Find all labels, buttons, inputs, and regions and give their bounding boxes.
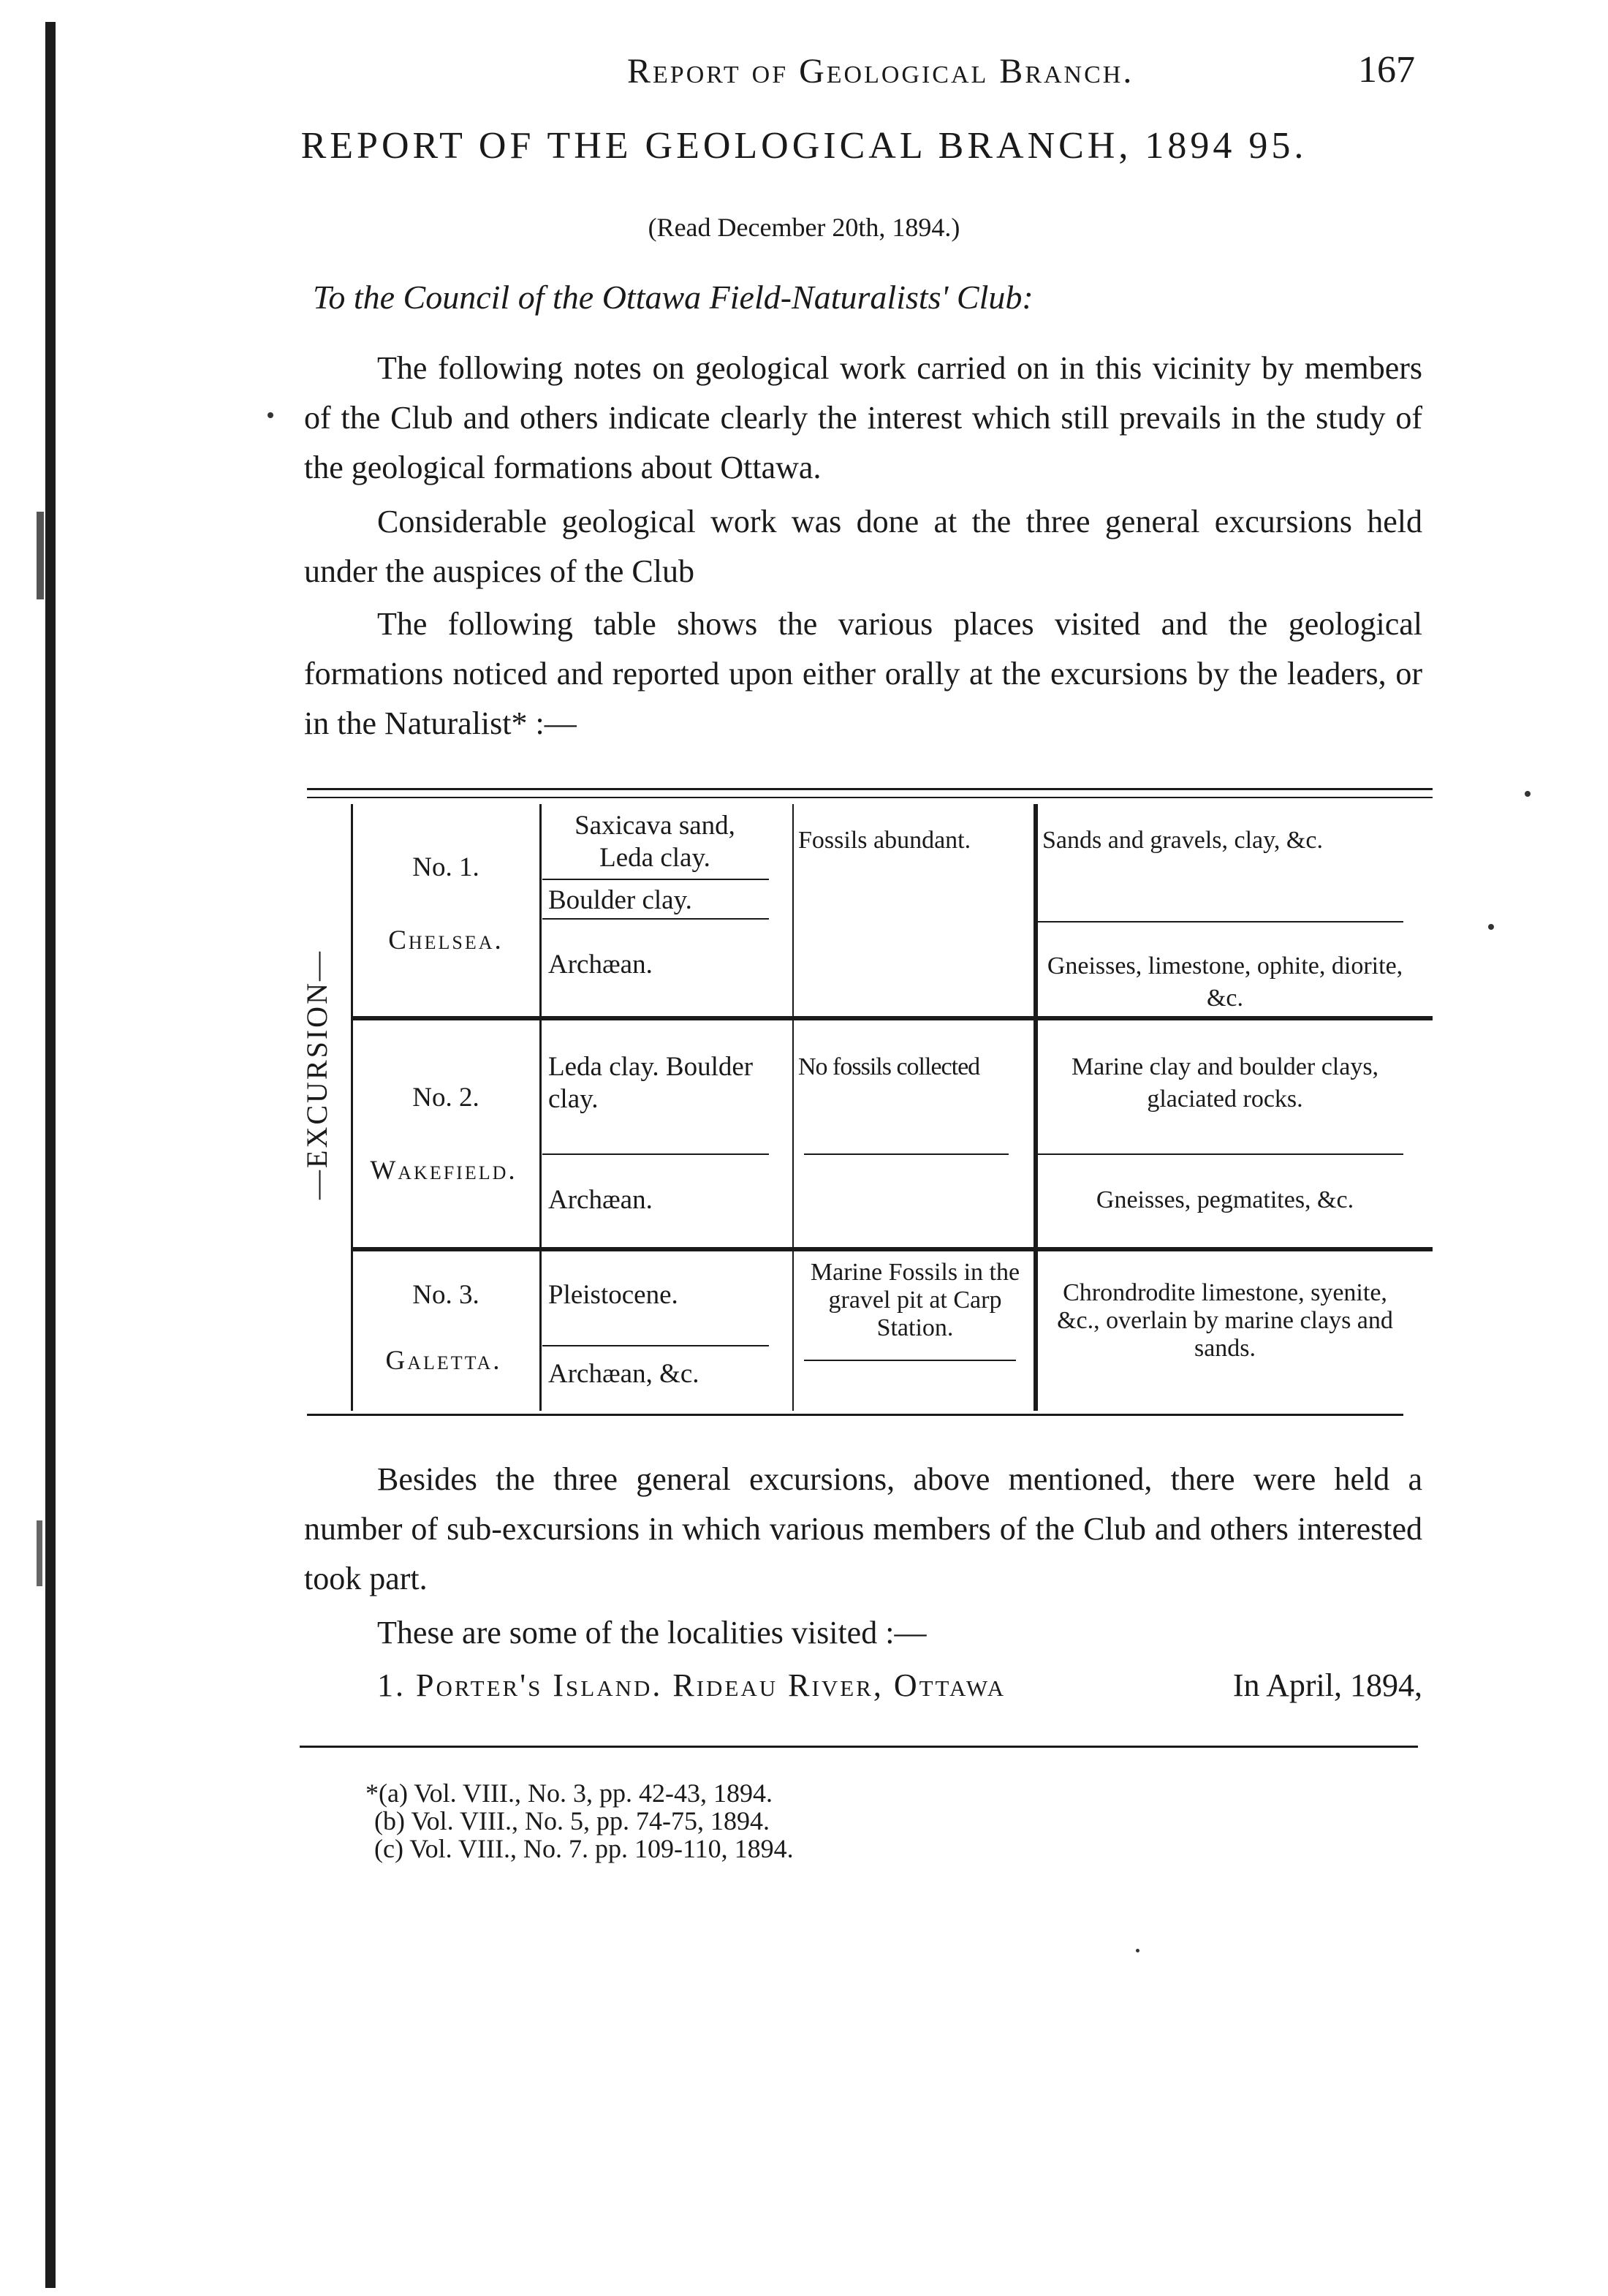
excursion-number: No. 1.	[412, 852, 479, 882]
formation: Pleistocene.	[548, 1280, 678, 1310]
inner-rule	[804, 1360, 1016, 1361]
formation: Archæan, &c.	[548, 1359, 699, 1389]
table-top-rule	[307, 797, 1433, 798]
paragraph: The following notes on geological work carried on in this vicinity by members of the Club and others indicate clearly the interest which still prevails in the study of the geological formations about Ottawa.	[304, 350, 1422, 485]
column-rule	[351, 804, 353, 1411]
formation: Archæan.	[548, 950, 653, 980]
binding-mark	[37, 512, 44, 599]
paragraph: Considerable geological work was done at the three general excursions held under the auspices of the Club	[304, 504, 1422, 589]
geology-note: Gneisses, limestone, ophite, diorite, &c.	[1047, 952, 1403, 1012]
geology-note: Chrondrodite limestone, syenite, &c., overlain by marine clays and sands.	[1057, 1279, 1393, 1362]
row-rule	[351, 1247, 1433, 1251]
inner-rule	[542, 879, 769, 880]
page-number: 167	[1358, 49, 1415, 91]
speck	[1136, 1949, 1139, 1952]
inner-rule	[804, 1153, 1009, 1155]
speck	[1488, 924, 1494, 930]
footnote: *(a) Vol. VIII., No. 3, pp. 42-43, 1894.	[365, 1778, 773, 1808]
excursion-number: No. 2.	[412, 1083, 479, 1113]
paragraph: Besides the three general excursions, above mentioned, there were held a number of sub-excursions in which various members of the Club and others interested took part.	[304, 1461, 1422, 1596]
inner-rule	[542, 1153, 769, 1155]
excursion-side-label: —EXCURSION—	[300, 950, 333, 1200]
footnote: (b) Vol. VIII., No. 5, pp. 74-75, 1894.	[374, 1806, 770, 1835]
formation: Saxicava sand, Leda clay.	[574, 811, 735, 873]
excursion-place: Wakefield.	[370, 1156, 517, 1186]
inner-rule	[1038, 1153, 1403, 1155]
formation: Archæan.	[548, 1185, 653, 1215]
inner-rule	[542, 918, 769, 920]
column-rule	[792, 804, 794, 1411]
footnote-rule	[300, 1746, 1418, 1748]
speck	[1525, 791, 1531, 797]
excursion-place: Chelsea.	[388, 925, 504, 955]
row-rule	[351, 1016, 1433, 1020]
binding-mark	[37, 1520, 42, 1586]
report-title: REPORT OF THE GEOLOGICAL BRANCH, 1894 95.	[300, 125, 1308, 167]
geology-note: Gneisses, pegmatites, &c.	[1096, 1186, 1354, 1213]
column-rule	[539, 804, 542, 1411]
formation: Boulder clay.	[548, 885, 692, 915]
read-date: (Read December 20th, 1894.)	[648, 213, 960, 242]
excursion-table	[300, 775, 1403, 1418]
locality-item: 1. Porter's Island. Rideau River, Ottawa In April, 1894,	[377, 1667, 1422, 1703]
table-bottom-rule	[307, 1414, 1403, 1416]
geology-note: Marine clay and boulder clays, glaciated rocks.	[1071, 1053, 1379, 1113]
speck	[268, 412, 273, 418]
inner-rule	[1038, 921, 1403, 922]
salutation: To the Council of the Ottawa Field-Naturalists' Club:	[313, 279, 1034, 316]
fossils-note: Fossils abundant.	[798, 827, 971, 854]
fossils-note: No fossils collected	[798, 1053, 980, 1080]
footnote: (c) Vol. VIII., No. 7. pp. 109-110, 1894.	[374, 1834, 794, 1863]
running-title: Report of Geological Branch.	[627, 52, 1134, 91]
paragraph: These are some of the localities visited :—	[377, 1615, 927, 1651]
column-rule	[1034, 804, 1038, 1411]
book-binding-edge	[45, 22, 56, 2288]
geology-note: Sands and gravels, clay, &c.	[1042, 827, 1323, 854]
paragraph: The following table shows the various places visited and the geological formations noticed and reported upon either orally at the excursions by the leaders, or in the Naturalist* :—	[304, 606, 1422, 741]
table-top-rule	[307, 788, 1433, 790]
inner-rule	[542, 1345, 769, 1346]
excursion-number: No. 3.	[412, 1280, 479, 1310]
fossils-note: Marine Fossils in the gravel pit at Carp Station.	[810, 1259, 1020, 1341]
excursion-place: Galetta.	[385, 1346, 502, 1376]
formation: Leda clay. Boulder clay.	[548, 1052, 754, 1114]
